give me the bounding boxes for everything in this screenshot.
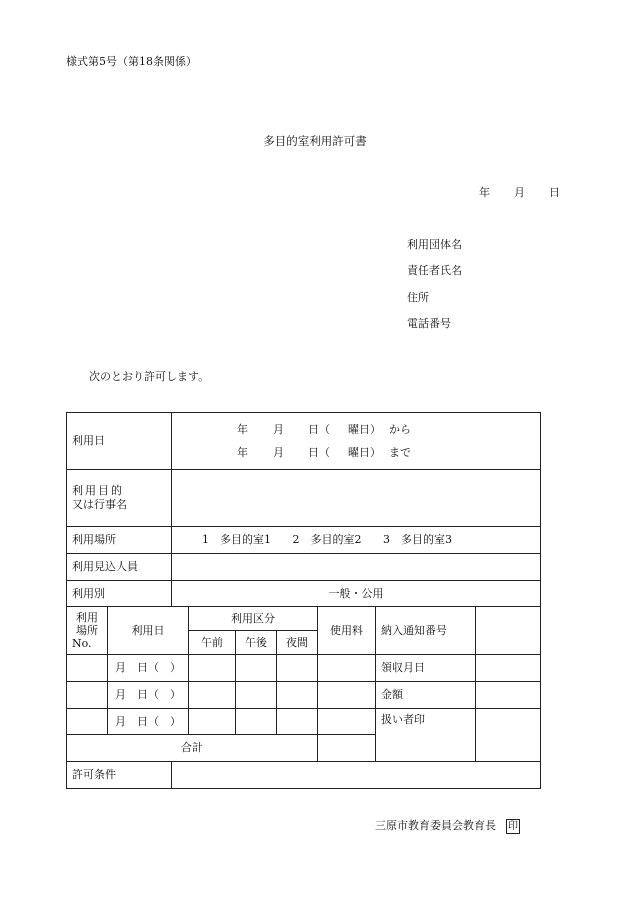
place-no-label-line-3: No. xyxy=(72,637,92,650)
usage-date-range xyxy=(172,413,541,470)
address-label: 住所 xyxy=(407,291,429,304)
fee-cell[interactable] xyxy=(318,655,376,682)
handler-seal-label: 扱い者印 xyxy=(376,709,476,762)
to-weekday: 曜日） xyxy=(348,446,381,459)
purpose-label-line-2: 又は行事名 xyxy=(72,498,127,511)
total-label: 合計 xyxy=(67,735,318,762)
seal-mark: 印 xyxy=(508,821,518,832)
table-row xyxy=(67,709,541,735)
place-options xyxy=(172,527,541,554)
to-suffix: まで xyxy=(389,446,411,459)
purpose-label xyxy=(67,470,172,527)
total-fee-value[interactable] xyxy=(318,735,376,762)
usage-day-header: 利用日 xyxy=(108,607,189,655)
place-no-label-line-2: 場所 xyxy=(76,624,98,637)
morning-cell[interactable] xyxy=(189,655,236,682)
day-cell[interactable]: 月 日（ ） xyxy=(108,709,189,735)
fee-header: 使用料 xyxy=(318,607,376,655)
usage-type-value: 一般・公用 xyxy=(172,581,541,607)
conditions-value[interactable] xyxy=(172,762,541,789)
amount-label: 金額 xyxy=(376,682,476,709)
afternoon-cell[interactable] xyxy=(236,682,277,709)
issue-date-month: 月 xyxy=(514,186,525,199)
issuer-line xyxy=(375,817,520,834)
table-row xyxy=(67,682,541,709)
from-year: 年 xyxy=(237,423,248,436)
issue-date-day: 日 xyxy=(549,186,560,199)
day-cell[interactable]: 月 日（ ） xyxy=(108,655,189,682)
morning-header: 午前 xyxy=(189,631,236,655)
intro-text: 次のとおり許可します。 xyxy=(89,370,210,383)
document-title: 多目的室利用許可書 xyxy=(263,134,367,148)
receipt-date-label: 領収月日 xyxy=(376,655,476,682)
issue-date-year: 年 xyxy=(479,186,490,199)
handler-seal-value[interactable] xyxy=(476,709,541,762)
place-option-3[interactable]: 3 多目的室3 xyxy=(383,533,452,546)
usage-category-header: 利用区分 xyxy=(189,607,318,631)
from-month: 月 xyxy=(273,423,284,436)
place-no-cell[interactable] xyxy=(67,682,108,709)
day-cell[interactable]: 月 日（ ） xyxy=(108,682,189,709)
conditions-label: 許可条件 xyxy=(67,762,172,789)
payment-notice-header: 納入通知番号 xyxy=(376,607,476,655)
night-cell[interactable] xyxy=(277,709,318,735)
to-year: 年 xyxy=(237,446,248,459)
permit-table xyxy=(66,412,541,789)
place-option-1[interactable]: 1 多目的室1 xyxy=(202,533,271,546)
morning-cell[interactable] xyxy=(189,709,236,735)
place-no-cell[interactable] xyxy=(67,709,108,735)
group-name-label: 利用団体名 xyxy=(407,238,462,251)
fee-cell[interactable] xyxy=(318,709,376,735)
place-no-cell[interactable] xyxy=(67,655,108,682)
payment-notice-value[interactable] xyxy=(476,607,541,655)
to-month: 月 xyxy=(273,446,284,459)
afternoon-header: 午後 xyxy=(236,631,277,655)
purpose-value[interactable] xyxy=(172,470,541,527)
table-row xyxy=(67,655,541,682)
night-cell[interactable] xyxy=(277,682,318,709)
expected-people-value[interactable] xyxy=(172,554,541,581)
afternoon-cell[interactable] xyxy=(236,655,277,682)
usage-date-label: 利用日 xyxy=(67,413,172,470)
place-no-label-line-1: 利用 xyxy=(76,611,98,624)
afternoon-cell[interactable] xyxy=(236,709,277,735)
from-weekday: 曜日） xyxy=(348,423,381,436)
night-cell[interactable] xyxy=(277,655,318,682)
responsible-person-label: 責任者氏名 xyxy=(407,264,462,277)
form-number-label: 様式第5号（第18条関係） xyxy=(66,55,197,68)
place-option-2[interactable]: 2 多目的室2 xyxy=(292,533,362,546)
fee-cell[interactable] xyxy=(318,682,376,709)
purpose-label-line-1: 利用目的 xyxy=(72,484,124,497)
amount-value[interactable] xyxy=(476,682,541,709)
phone-label: 電話番号 xyxy=(407,317,451,330)
from-day: 日（ xyxy=(308,423,330,436)
issuer-name: 三原市教育委員会教育長 xyxy=(375,819,496,832)
expected-people-label: 利用見込人員 xyxy=(67,554,172,581)
morning-cell[interactable] xyxy=(189,682,236,709)
usage-type-label: 利用別 xyxy=(67,581,172,607)
place-no-label xyxy=(67,607,108,655)
night-header: 夜間 xyxy=(277,631,318,655)
to-day: 日（ xyxy=(308,446,330,459)
place-label: 利用場所 xyxy=(67,527,172,554)
receipt-date-value[interactable] xyxy=(476,655,541,682)
from-suffix: から xyxy=(389,423,411,436)
